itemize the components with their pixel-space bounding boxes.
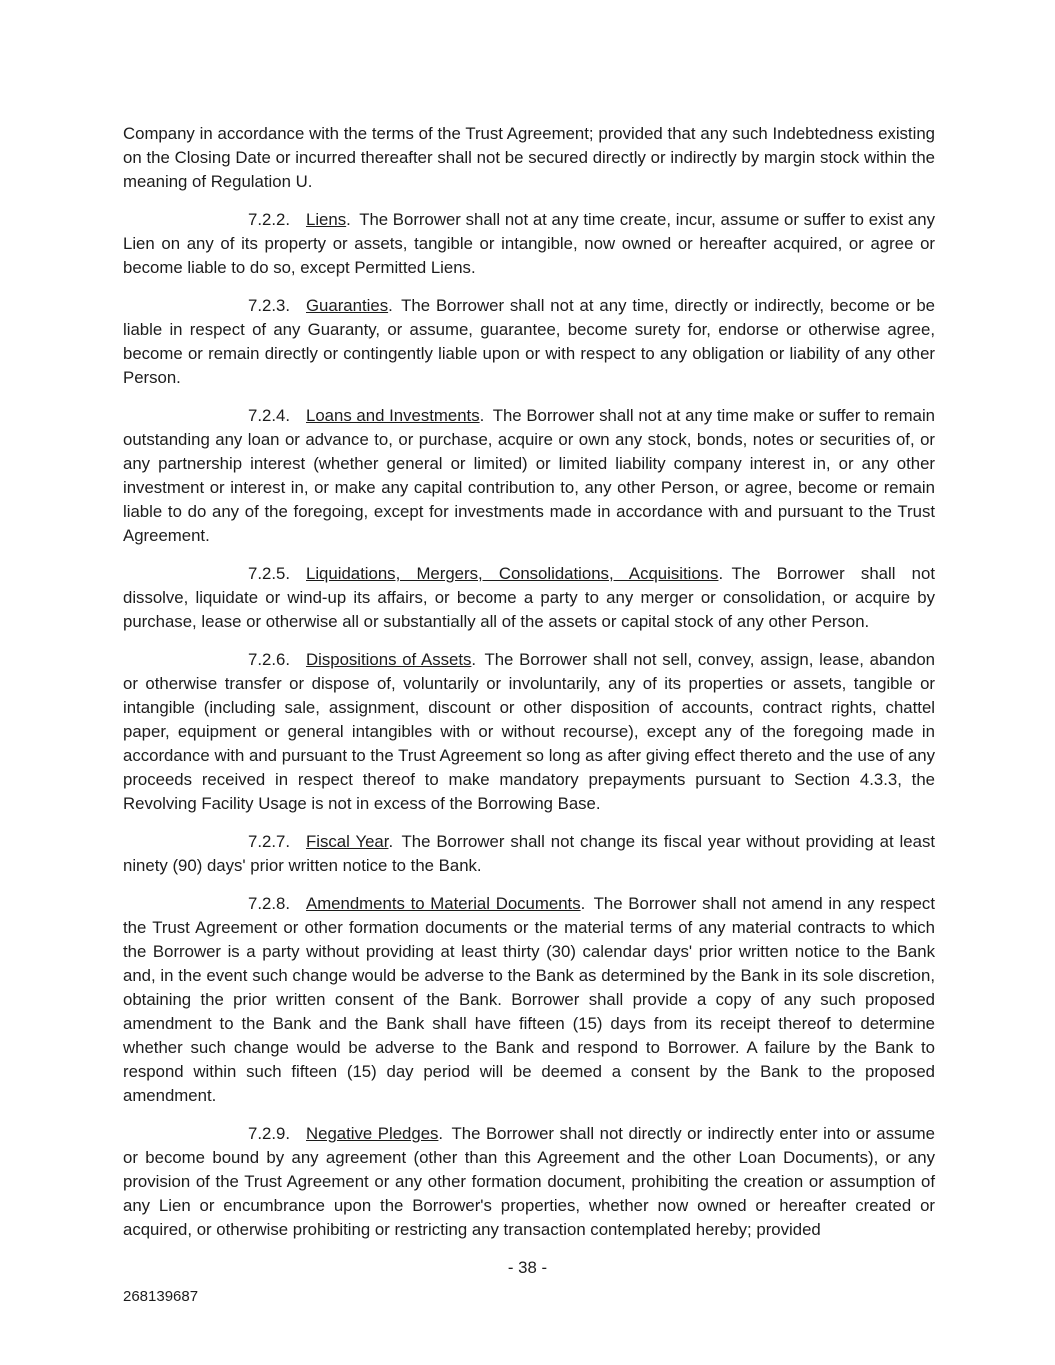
section-number: 7.2.9.	[248, 1124, 290, 1143]
section-body: The Borrower shall not at any time, directly or indirectly, become or be liable in respect of any Guaranty, or assume, guarantee, become surety for, endorse or otherwise agree, become or remain directly or contingently liable upon or with respect to any obligation or liability of any other Person.	[123, 296, 935, 387]
section-body: The Borrower shall not dissolve, liquidate or wind-up its affairs, or become a party to any merger or consolidation, or acquire by purchase, lease or otherwise all or substantially all of the assets or capital stock of any other Person.	[123, 564, 935, 631]
intro-paragraph: Company in accordance with the terms of the Trust Agreement; provided that any such Indebtedness existing on the Closing Date or incurred thereafter shall not be secured directly or indirectly by margin stock within the meaning of Regulation U.	[123, 124, 935, 191]
section-number: 7.2.6.	[248, 650, 290, 669]
section-paragraph: 7.2.4. Loans and Investments. The Borrower shall not at any time make or suffer to remain outstanding any loan or advance to, or purchase, acquire or own any stock, bonds, notes or securities of, or any partnership interest (whether general or limited) or limited liability company interest in, or any other investment or interest in, or make any capital contribution to, any other Person, or agree, become or remain liable to do any of the foregoing, except for investments made in accordance with and pursuant to the Trust Agreement.	[123, 406, 936, 545]
section-body: The Borrower shall not sell, convey, assign, lease, abandon or otherwise transfer or dispose of, voluntarily or involuntarily, any of its properties or assets, tangible or intangible (including sale, assignment, discount or other disposition of accounts, contract rights, chattel paper, equipment or general intangibles with or without recourse), except any of the foregoing made in accordance with and pursuant to the Trust Agreement so long as after giving effect thereto and the use of any proceeds received in respect thereof to make mandatory prepayments pursuant to Section 4.3.3, the Revolving Facility Usage is not in excess of the Borrowing Base.	[123, 650, 935, 813]
section-paragraph: 7.2.9. Negative Pledges. The Borrower shall not directly or indirectly enter into or assume or become bound by any agreement (other than this Agreement and the other Loan Documents), or any provision of the Trust Agreement or any other formation document, prohibiting the creation or assumption of any Lien or encumbrance upon the Borrower's properties, whether now owned or hereafter created or acquired, or otherwise prohibiting or restricting any transaction contemplated hereby; provided	[123, 1124, 935, 1239]
section-paragraph: 7.2.7. Fiscal Year. The Borrower shall not change its fiscal year without providing at least ninety (90) days' prior written notice to the Bank.	[123, 832, 935, 875]
section-title: Dispositions of Assets	[306, 650, 472, 669]
section-body: The Borrower shall not amend in any respect the Trust Agreement or other formation documents or the material terms of any material contracts to which the Borrower is a party without providing at least thirty (30) calendar days' prior written notice to the Bank and, in the event such change would be adverse to the Bank as determined by the Bank in its sole discretion, obtaining the prior written consent of the Bank. Borrower shall provide a copy of any such proposed amendment to the Bank and the Bank shall have fifteen (15) days from its receipt thereof to determine whether such change would be adverse to the Bank and respond to Borrower. A failure by the Bank to respond within such fifteen (15) day period will be deemed a consent by the Bank to the proposed amendment.	[123, 894, 935, 1105]
section-paragraph: 7.2.6. Dispositions of Assets. The Borrower shall not sell, convey, assign, lease, abandon or otherwise transfer or dispose of, voluntarily or involuntarily, any of its properties or assets, tangible or intangible (including sale, assignment, discount or other disposition of accounts, contract rights, chattel paper, equipment or general intangibles with or without recourse), except any of the foregoing made in accordance with and pursuant to the Trust Agreement so long as after giving effect thereto and the use of any proceeds received in respect thereof to make mandatory prepayments pursuant to Section 4.3.3, the Revolving Facility Usage is not in excess of the Borrowing Base.	[123, 650, 935, 813]
section-title: Loans and Investments	[306, 406, 480, 425]
section-number: 7.2.3.	[248, 296, 290, 315]
section-number: 7.2.8.	[248, 894, 290, 913]
section-number: 7.2.7.	[248, 832, 290, 851]
section-title: Guaranties	[306, 296, 389, 315]
section-paragraph: 7.2.5. Liquidations, Mergers, Consolidations, Acquisitions. The Borrower shall not dissolve, liquidate or wind-up its affairs, or become a party to any merger or consolidation, or acquire by purchase, lease or otherwise all or substantially all of the assets or capital stock of any other Person.	[123, 564, 935, 631]
section-body: The Borrower shall not at any time make or suffer to remain outstanding any loan or advance to, or purchase, acquire or own any stock, bonds, notes or securities of, or any partnership interest (whether general or limited) or limited liability company interest in, or any other investment or interest in, or make any capital contribution to, any other Person, or agree, become or remain liable to do any of the foregoing, except for investments made in accordance with and pursuant to the Trust Agreement.	[123, 406, 936, 545]
section-number: 7.2.4.	[248, 406, 290, 425]
section-title: Liens	[306, 210, 347, 229]
section-body: The Borrower shall not at any time create, incur, assume or suffer to exist any Lien on any of its property or assets, tangible or intangible, now owned or hereafter acquired, or agree or become liable to do so, except Permitted Liens.	[123, 210, 935, 277]
section-body: The Borrower shall not change its fiscal year without providing at least ninety (90) days' prior written notice to the Bank.	[123, 832, 935, 875]
section-title: Negative Pledges	[306, 1124, 439, 1143]
section-title: Fiscal Year	[306, 832, 389, 851]
section-number: 7.2.5.	[248, 564, 290, 583]
section-paragraph: 7.2.2. Liens. The Borrower shall not at any time create, incur, assume or suffer to exist any Lien on any of its property or assets, tangible or intangible, now owned or hereafter acquired, or agree or become liable to do so, except Permitted Liens.	[123, 210, 935, 277]
section-paragraph: 7.2.3. Guaranties. The Borrower shall not at any time, directly or indirectly, become or be liable in respect of any Guaranty, or assume, guarantee, become surety for, endorse or otherwise agree, become or remain directly or contingently liable upon or with respect to any obligation or liability of any other Person.	[123, 296, 935, 387]
sections-container	[123, 208, 935, 1242]
section-paragraph: 7.2.8. Amendments to Material Documents. The Borrower shall not amend in any respect the Trust Agreement or other formation documents or the material terms of any material contracts to which the Borrower is a party without providing at least thirty (30) calendar days' prior written notice to the Bank and, in the event such change would be adverse to the Bank as determined by the Bank in its sole discretion, obtaining the prior written consent of the Bank. Borrower shall provide a copy of any such proposed amendment to the Bank and the Bank shall have fifteen (15) days from its receipt thereof to determine whether such change would be adverse to the Bank and respond to Borrower. A failure by the Bank to respond within such fifteen (15) day period will be deemed a consent by the Bank to the proposed amendment.	[123, 894, 935, 1105]
section-title: Amendments to Material Documents	[306, 894, 581, 913]
section-number: 7.2.2.	[248, 210, 290, 229]
section-title: Liquidations, Mergers, Consolidations, Acquisitions	[306, 564, 719, 583]
document-content	[123, 122, 935, 1256]
page-number: - 38 -	[507, 1258, 548, 1277]
document-number: 268139687	[123, 1288, 199, 1305]
section-body: The Borrower shall not directly or indirectly enter into or assume or become bound by any agreement (other than this Agreement and the other Loan Documents), or any provision of the Trust Agreement or any other formation document, prohibiting the creation or assumption of any Lien or encumbrance upon the Borrower's properties, whether now owned or hereafter created or acquired, or otherwise prohibiting or restricting any transaction contemplated hereby; provided	[123, 1124, 935, 1239]
